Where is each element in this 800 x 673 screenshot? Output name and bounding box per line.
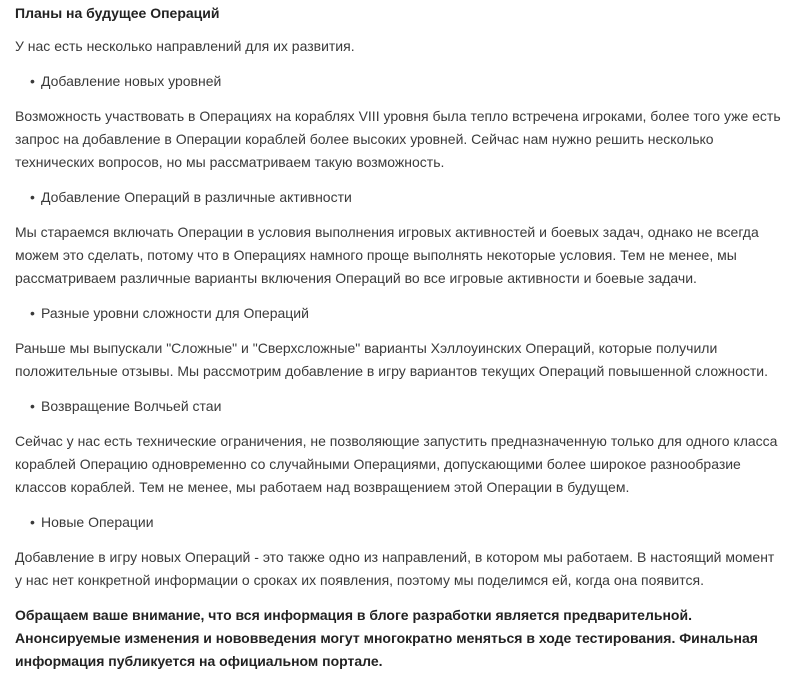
disclaimer-note: Обращаем ваше внимание, что вся информация в блоге разработки является предварительной. Анонсируемые изменения и нововведения могут многократно меняться в ходе тестирования. Финальная информация публикуется на официальном портале. [15, 607, 758, 669]
bullet-label: Добавление новых уровней [41, 73, 222, 89]
paragraph-wolfpack: Сейчас у нас есть технические ограничения, не позволяющие запустить предназначенную только для одного класса кораблей Операцию одновременно со случайными Операциями, допускающими более широкое разнообразие классов кораблей. Тем не менее, мы работаем над возвращением этой Операции в будущем. [15, 433, 778, 495]
paragraph-activities: Мы стараемся включать Операции в условия выполнения игровых активностей и боевых задач, однако не всегда можем это сделать, потому что в Операциях намного проще выполнять некоторые условия. Тем не менее, мы рассматриваем различные варианты включения Операций во все игровые активности и боевые задачи. [15, 224, 759, 286]
paragraph-new-levels: Возможность участвовать в Операциях на кораблях VIII уровня была тепло встречена игроками, более того уже есть запрос на добавление в Операции кораблей более высоких уровней. Сейчас нам нужно решить несколько технических вопросов, но мы рассматриваем такую возможность. [15, 108, 781, 170]
bullet-dot-icon: • [30, 514, 35, 530]
dev-blog-article [0, 2, 800, 673]
bullet-label: Возвращение Волчьей стаи [41, 398, 222, 414]
bullet-item-difficulty [15, 302, 784, 325]
bullet-item-new-levels [15, 70, 784, 93]
bullet-label: Новые Операции [41, 514, 154, 530]
bullet-dot-icon: • [30, 398, 35, 414]
paragraph-difficulty: Раньше мы выпускали "Сложные" и "Сверхсложные" варианты Хэллоуинских Операций, которые получили положительные отзывы. Мы рассмотрим добавление в игру вариантов текущих Операций повышенной сложности. [15, 340, 768, 379]
bullet-dot-icon: • [30, 305, 35, 321]
bullet-label: Разные уровни сложности для Операций [41, 305, 309, 321]
bullet-dot-icon: • [30, 73, 35, 89]
bullet-item-new-operations [15, 511, 784, 534]
section-heading: Планы на будущее Операций [15, 5, 220, 21]
intro-paragraph: У нас есть несколько направлений для их развития. [15, 38, 355, 54]
bullet-item-wolfpack [15, 395, 784, 418]
paragraph-new-operations: Добавление в игру новых Операций - это также одно из направлений, в котором мы работаем. В настоящий момент у нас нет конкретной информации о сроках их появления, поэтому мы поделимся ей, когда она появится. [15, 549, 775, 588]
bullet-dot-icon: • [30, 189, 35, 205]
bullet-label: Добавление Операций в различные активности [41, 189, 352, 205]
bullet-item-activities [15, 186, 784, 209]
